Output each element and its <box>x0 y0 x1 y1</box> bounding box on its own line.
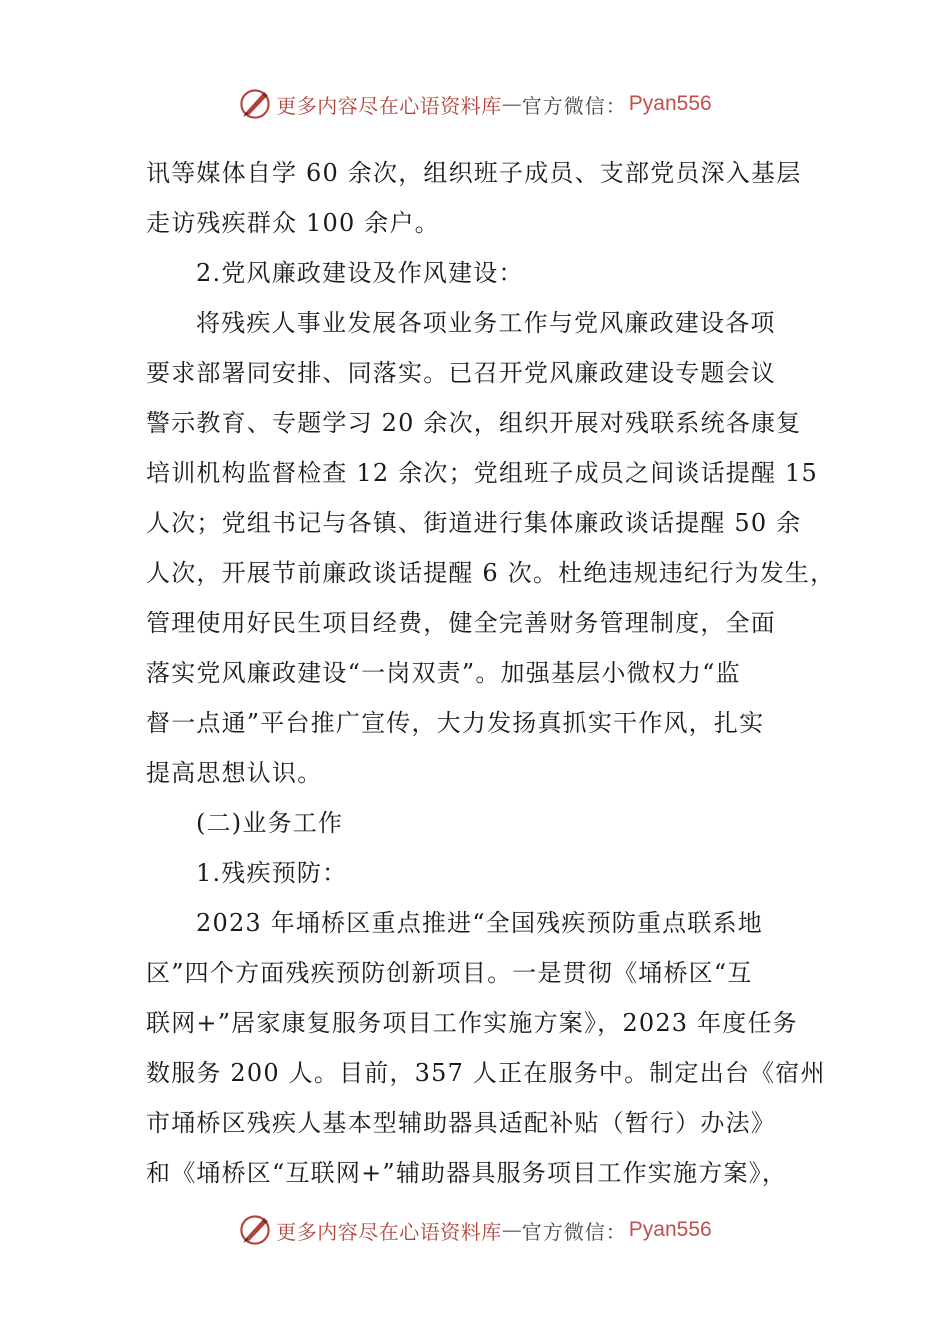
section-heading: 1.残疾预防： <box>196 859 348 887</box>
body-line: 2023 年埇桥区重点推进“全国残疾预防重点联系地 <box>196 909 763 937</box>
body-line: 和《埇桥区“互联网+”辅助器具服务项目工作实施方案》， <box>146 1159 788 1187</box>
body-line: 培训机构监督检查 12 余次；党组班子成员之间谈话提醒 15 <box>146 459 818 487</box>
body-line: 警示教育、专题学习 20 余次，组织开展对残联系统各康复 <box>146 409 802 437</box>
watermark-wechat-id: Pyan556 <box>628 92 712 115</box>
body-line: 落实党风廉政建设“一岗双责”。加强基层小微权力“监 <box>146 659 741 687</box>
watermark-wechat-label: 官方微信： <box>521 1219 627 1244</box>
body-line: 管理使用好民生项目经费，健全完善财务管理制度，全面 <box>146 609 776 637</box>
body-line: 督一点通”平台推广宣传，大力发扬真抓实干作风，扎实 <box>146 709 765 737</box>
body-line: 人次，开展节前廉政谈话提醒 6 次。杜绝违规违纪行为发生， <box>146 559 836 587</box>
watermark-wechat-label: 官方微信： <box>521 93 627 118</box>
body-line: 区”四个方面残疾预防创新项目。一是贯彻《埇桥区“互 <box>146 959 753 987</box>
header-watermark <box>0 84 950 124</box>
document-body <box>146 148 836 1198</box>
body-line: 提高思想认识。 <box>146 759 323 787</box>
body-line: 数服务 200 人。目前，357 人正在服务中。制定出台《宿州 <box>146 1059 826 1087</box>
body-line: 联网+”居家康复服务项目工作实施方案》，2023 年度任务 <box>146 1009 798 1037</box>
body-line: 要求部署同安排、同落实。已召开党风廉政建设专题会议 <box>146 359 776 387</box>
body-line: 将残疾人事业发展各项业务工作与党风廉政建设各项 <box>196 309 776 337</box>
watermark-wechat-id: Pyan556 <box>628 1218 712 1241</box>
pen-logo-icon <box>238 1213 272 1247</box>
watermark-brand-text: 更多内容尽在心语资料库 <box>276 1219 502 1244</box>
body-line: 市埇桥区残疾人基本型辅助器具适配补贴（暂行）办法》 <box>146 1109 776 1137</box>
watermark-separator: — <box>501 1218 522 1242</box>
watermark-separator: — <box>501 92 522 116</box>
body-line: 走访残疾群众 100 余户。 <box>146 209 440 237</box>
pen-logo-icon <box>238 87 272 121</box>
watermark-brand-text: 更多内容尽在心语资料库 <box>276 93 502 118</box>
body-line: 人次；党组书记与各镇、街道进行集体廉政谈话提醒 50 余 <box>146 509 802 537</box>
section-heading: 2.党风廉政建设及作风建设： <box>196 259 524 287</box>
body-line: 讯等媒体自学 60 余次，组织班子成员、支部党员深入基层 <box>146 159 802 187</box>
section-heading: (二)业务工作 <box>196 809 344 837</box>
footer-watermark <box>0 1210 950 1250</box>
